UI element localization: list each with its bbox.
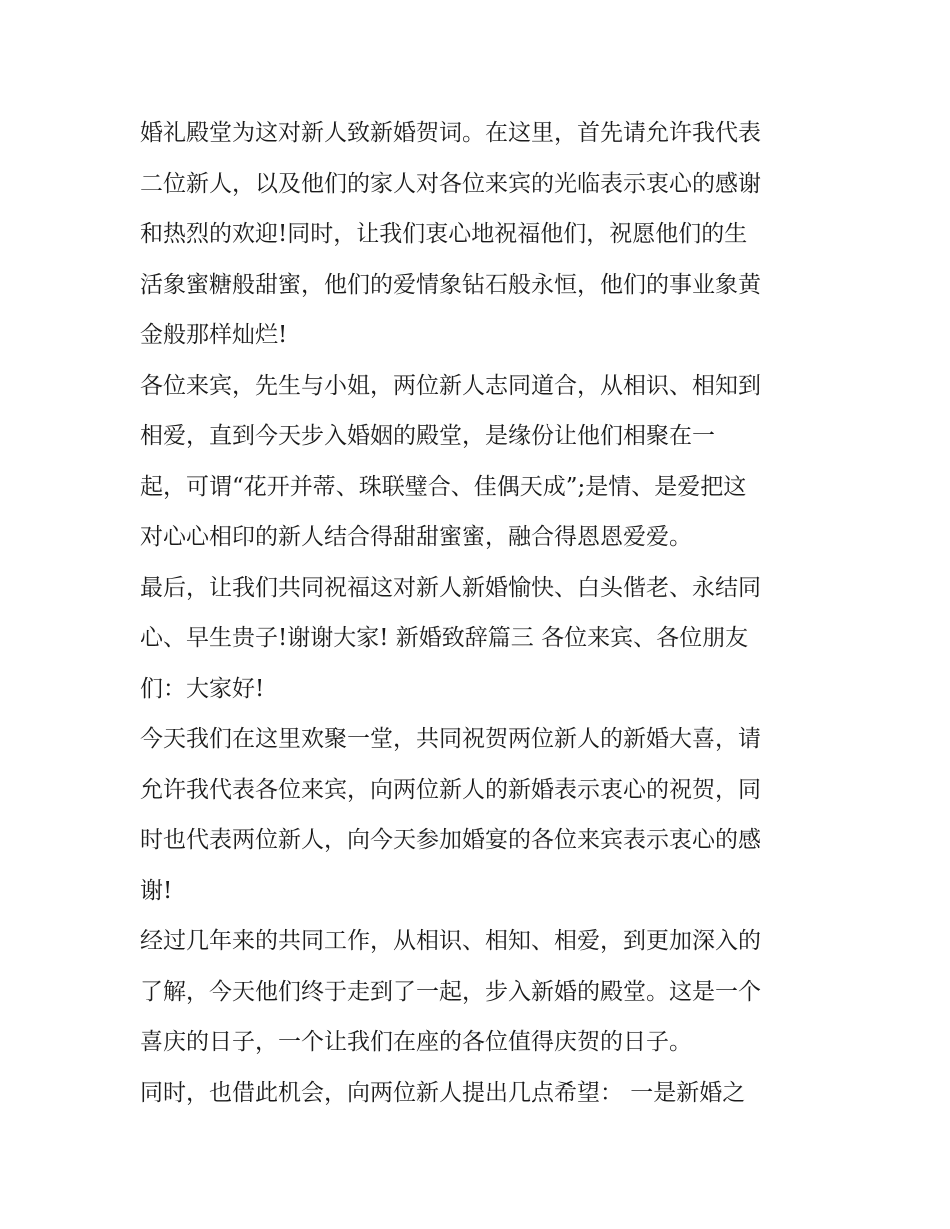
- document-body: [140, 108, 820, 1118]
- text-line: 金般那样灿烂!: [140, 322, 288, 348]
- text-line: 喜庆的日子，一个让我们在座的各位值得庆贺的日子。: [140, 1029, 692, 1055]
- text-line: 们：大家好!: [140, 675, 265, 702]
- text-line: 经过几年来的共同工作，从相识、相知、相爱，到更加深入的: [140, 928, 761, 954]
- text-line: 了解，今天他们终于走到了一起，步入新婚的殿堂。这是一个: [140, 978, 761, 1005]
- text-line: 和热烈的欢迎!同时，让我们衷心地祝福他们，祝愿他们的生: [140, 221, 748, 247]
- text-line: 今天我们在这里欢聚一堂，共同祝贺两位新人的新婚大喜，请: [140, 726, 761, 752]
- text-line: 起，可谓“花开并蒂、珠联璧合、佳偶天成”;是情、是爱把这: [140, 473, 747, 500]
- text-line: 允许我代表各位来宾，向两位新人的新婚表示衷心的祝贺，同: [140, 776, 761, 803]
- text-line: 婚礼殿堂为这对新人致新婚贺词。在这里，首先请允许我代表: [140, 120, 761, 146]
- text-line: 各位来宾，先生与小姐，两位新人志同道合，从相识、相知到: [140, 372, 761, 399]
- text-line: 最后，让我们共同祝福这对新人新婚愉快、白头偕老、永结同: [140, 574, 761, 601]
- text-line: 相爱，直到今天步入婚姻的殿堂，是缘份让他们相聚在一: [140, 423, 715, 449]
- text-line: 二位新人，以及他们的家人对各位来宾的光临表示衷心的感谢: [140, 170, 761, 197]
- text-line: 谢!: [140, 877, 173, 904]
- text-line: 活象蜜糖般甜蜜，他们的爱情象钻石般永恒，他们的事业象黄: [140, 271, 761, 298]
- text-line: 对心心相印的新人结合得甜甜蜜蜜，融合得恩恩爱爱。: [140, 524, 692, 550]
- text-line: 时也代表两位新人，向今天参加婚宴的各位来宾表示衷心的感: [140, 827, 761, 853]
- text-line: 心、早生贵子!谢谢大家! 新婚致辞篇三 各位来宾、各位朋友: [140, 625, 749, 651]
- text-line: 同时，也借此机会，向两位新人提出几点希望： 一是新婚之: [140, 1079, 746, 1106]
